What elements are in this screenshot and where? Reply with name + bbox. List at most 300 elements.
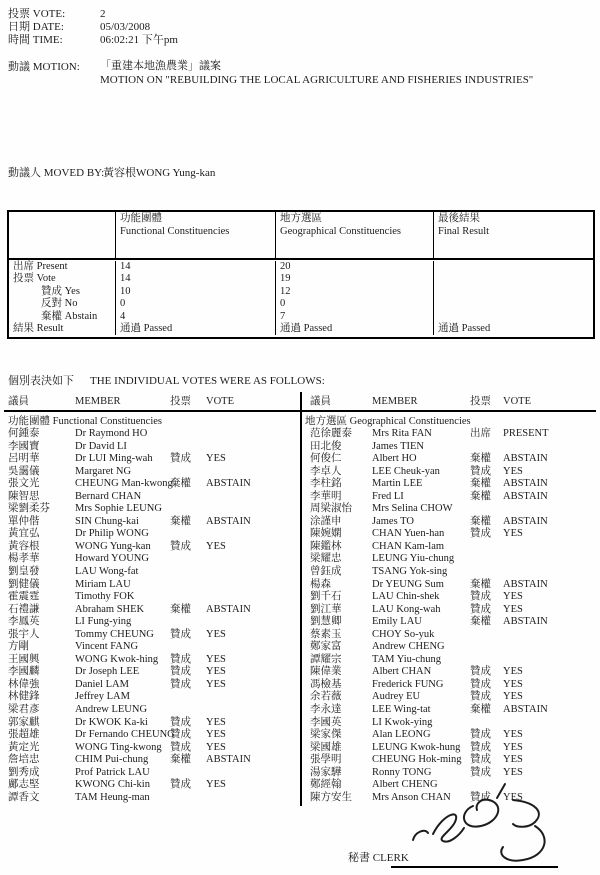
member-name-cn: 霍震霆 — [8, 591, 40, 603]
member-vote-en: YES — [503, 729, 523, 741]
member-name-en: Howard YOUNG — [75, 553, 149, 565]
member-vote-en: YES — [503, 741, 523, 753]
member-row — [310, 704, 595, 717]
member-name-cn: 何鍾泰 — [8, 428, 40, 439]
individual-heading-cn: 個別表決如下 — [8, 375, 74, 387]
member-name-cn: 譚香文 — [8, 791, 40, 803]
member-vote-cn — [170, 641, 206, 654]
member-vote-cn — [170, 792, 206, 805]
member-name-en: Frederick FUNG — [372, 678, 444, 690]
member-vote-en: YES — [206, 741, 226, 753]
member-row — [8, 566, 298, 579]
member-vote-cn — [170, 553, 206, 566]
member-name-cn: 梁劉柔芬 — [8, 503, 50, 515]
individual-heading-en: THE INDIVIDUAL VOTES WERE AS FOLLOWS: — [90, 375, 325, 387]
member-name-cn: 郭家麒 — [8, 716, 40, 728]
member-name-cn: 李華明 — [310, 490, 342, 502]
summary-row — [9, 261, 593, 273]
member-name-en: Dr David LI — [75, 440, 127, 452]
member-vote-cn — [470, 629, 503, 642]
member-vote-en: ABSTAIN — [503, 704, 548, 716]
vote-col-en-label: VOTE — [206, 396, 234, 407]
member-vote-en: YES — [206, 716, 226, 728]
member-row — [8, 491, 298, 504]
member-name-cn: 詹培忠 — [8, 754, 40, 766]
member-vote-en: YES — [206, 653, 226, 665]
member-name-en: Mrs Sophie LEUNG — [75, 503, 162, 515]
member-row — [310, 441, 595, 454]
member-vote-en — [206, 503, 298, 516]
member-vote-cn: 贊成 — [470, 603, 491, 615]
summary-gc-value: 7 — [275, 311, 433, 323]
member-name-cn: 黃容根 — [8, 540, 40, 552]
member-vote-en — [503, 566, 595, 579]
member-name-en: Fred LI — [372, 490, 404, 502]
member-name-cn: 李國麟 — [8, 666, 40, 678]
member-vote-en: YES — [206, 729, 226, 741]
member-row — [8, 779, 298, 792]
member-vote-en — [206, 767, 298, 780]
summary-final-value — [433, 311, 593, 323]
date-label: 日期 DATE: — [8, 21, 64, 33]
member-vote-cn — [470, 566, 503, 579]
member-name-cn: 梁國雄 — [310, 741, 342, 753]
member-name-en: Bernard CHAN — [75, 490, 142, 502]
member-vote-cn: 贊成 — [470, 465, 491, 477]
member-vote-cn: 贊成 — [170, 678, 191, 690]
section-header-functional — [8, 413, 162, 428]
member-row — [310, 754, 595, 767]
member-row — [8, 553, 298, 566]
member-name-en: Jeffrey LAM — [75, 691, 130, 703]
member-vote-en — [206, 491, 298, 504]
member-name-en: Albert CHAN — [372, 666, 432, 678]
member-name-cn: 涂謹申 — [310, 515, 342, 527]
member-vote-en — [206, 704, 298, 717]
member-name-cn: 陳鑑林 — [310, 540, 342, 552]
member-vote-en: ABSTAIN — [206, 515, 251, 527]
member-vote-en: ABSTAIN — [206, 478, 251, 490]
member-vote-en: ABSTAIN — [503, 616, 548, 628]
member-name-cn: 劉江華 — [310, 603, 342, 615]
member-name-cn: 鄭經翰 — [310, 779, 342, 791]
member-name-en: TSANG Yok-sing — [372, 566, 448, 578]
member-name-en: Dr Raymond HO — [75, 428, 148, 439]
member-name-en: TAM Heung-man — [75, 791, 150, 803]
summary-row — [9, 323, 593, 335]
member-row — [8, 453, 298, 466]
vote-col-cn-label: 投票 — [470, 396, 491, 407]
member-name-en: CHAN Yuen-han — [372, 528, 445, 540]
member-name-cn: 梁家傑 — [310, 729, 342, 741]
member-vote-en: YES — [503, 666, 523, 678]
member-vote-cn: 棄權 — [470, 616, 491, 628]
member-vote-cn — [170, 767, 206, 780]
member-vote-en: YES — [503, 603, 523, 615]
member-name-cn: 楊孝華 — [8, 553, 40, 565]
member-vote-cn — [470, 654, 503, 667]
fc-member-list — [8, 428, 298, 804]
member-vote-cn — [170, 466, 206, 479]
member-col-en-label: MEMBER — [372, 396, 418, 407]
member-name-cn: 陳智思 — [8, 490, 40, 502]
member-vote-en: YES — [206, 453, 226, 465]
member-table-header-left — [8, 396, 298, 409]
summary-row — [9, 273, 593, 285]
member-vote-cn — [170, 616, 206, 629]
summary-row-label: 出席 Present — [13, 261, 68, 272]
member-row — [8, 591, 298, 604]
member-name-en: LI Kwok-ying — [372, 716, 433, 728]
member-name-en: LAU Kong-wah — [372, 603, 441, 615]
member-name-en: Albert CHENG — [372, 779, 438, 791]
member-name-cn: 劉千石 — [310, 591, 342, 603]
member-name-en: Alan LEONG — [372, 729, 431, 741]
member-row — [310, 679, 595, 692]
member-name-en: WONG Ting-kwong — [75, 741, 162, 753]
member-name-en: KWONG Chi-kin — [75, 779, 150, 791]
summary-col-header-blank — [9, 212, 115, 258]
member-vote-cn: 贊成 — [170, 628, 191, 640]
member-name-en: Abraham SHEK — [75, 603, 145, 615]
member-vote-en — [206, 553, 298, 566]
motion-label: 動議 MOTION: — [8, 61, 80, 73]
summary-final-value — [433, 286, 593, 298]
vote-label: 投票 VOTE: — [8, 8, 66, 20]
member-row — [8, 616, 298, 629]
member-name-cn: 鄭家富 — [310, 641, 342, 653]
summary-col-header-functional-en: Functional Constituencies — [120, 225, 230, 237]
member-name-en: Miriam LAU — [75, 578, 131, 590]
member-vote-en: YES — [503, 754, 523, 766]
member-name-cn: 劉健儀 — [8, 578, 40, 590]
member-name-en: Dr LUI Ming-wah — [75, 453, 153, 465]
member-name-cn: 譚耀宗 — [310, 653, 342, 665]
member-vote-en: YES — [503, 766, 523, 778]
member-name-en: Dr Fernando CHEUNG — [75, 729, 175, 741]
member-name-cn: 陳婉嫻 — [310, 528, 342, 540]
member-row — [8, 792, 298, 805]
member-vote-cn — [170, 441, 206, 454]
member-vote-cn: 贊成 — [470, 754, 491, 766]
member-vote-en: ABSTAIN — [503, 578, 548, 590]
member-row — [310, 503, 595, 516]
member-row — [8, 528, 298, 541]
member-vote-en — [503, 717, 595, 730]
member-name-en: Tommy CHEUNG — [75, 628, 154, 640]
gc-member-list — [310, 428, 595, 804]
member-vote-en: ABSTAIN — [206, 754, 251, 766]
section-header-geographical — [305, 413, 471, 428]
member-name-cn: 梁耀忠 — [310, 553, 342, 565]
member-name-cn: 李卓人 — [310, 465, 342, 477]
member-row — [310, 691, 595, 704]
member-row — [310, 604, 595, 617]
member-name-cn: 吳靄儀 — [8, 465, 40, 477]
member-name-en: CHAN Kam-lam — [372, 540, 445, 552]
member-vote-en: YES — [503, 791, 523, 803]
member-vote-cn: 棄權 — [170, 515, 191, 527]
member-vote-cn: 棄權 — [470, 578, 491, 590]
member-row — [310, 566, 595, 579]
summary-col-header-geographical-cn: 地方選區 — [280, 213, 322, 224]
member-vote-cn: 贊成 — [170, 716, 191, 728]
member-vote-en: ABSTAIN — [503, 453, 548, 465]
member-row — [8, 754, 298, 767]
member-name-cn: 陳方安生 — [310, 791, 352, 803]
member-name-cn: 劉秀成 — [8, 766, 40, 778]
member-name-cn: 范徐麗泰 — [310, 428, 352, 439]
time-value: 06:02:21 下午pm — [100, 34, 178, 46]
member-name-cn: 石禮謙 — [8, 603, 40, 615]
member-row — [8, 428, 298, 441]
member-name-en: Dr KWOK Ka-ki — [75, 716, 148, 728]
member-name-en: CHEUNG Hok-ming — [372, 754, 462, 766]
member-vote-en: ABSTAIN — [503, 515, 548, 527]
member-vote-cn: 棄權 — [470, 478, 491, 490]
summary-gc-value: 20 — [275, 261, 433, 273]
summary-fc-value: 0 — [115, 298, 275, 310]
member-name-en: James TO — [372, 515, 414, 527]
member-vote-cn: 贊成 — [470, 666, 491, 678]
member-vote-en — [206, 566, 298, 579]
member-vote-en — [206, 691, 298, 704]
member-name-en: Martin LEE — [372, 478, 423, 490]
member-vote-cn: 棄權 — [470, 453, 491, 465]
member-vote-cn: 棄權 — [170, 603, 191, 615]
summary-fc-value: 14 — [115, 273, 275, 285]
member-row — [8, 679, 298, 692]
member-vote-cn — [470, 503, 503, 516]
member-vote-en: YES — [503, 591, 523, 603]
member-row — [310, 541, 595, 554]
summary-gc-value: 通過 Passed — [275, 323, 433, 335]
member-name-en: Emily LAU — [372, 616, 422, 628]
member-name-en: LEUNG Yiu-chung — [372, 553, 455, 565]
summary-col-header-functional — [115, 212, 275, 258]
member-name-en: LEE Wing-tat — [372, 704, 431, 716]
member-col-cn-label: 議員 — [310, 396, 331, 407]
member-name-cn: 方剛 — [8, 641, 29, 653]
member-name-cn: 林健鋒 — [8, 691, 40, 703]
member-name-cn: 李鳳英 — [8, 616, 40, 628]
member-row — [310, 466, 595, 479]
member-name-en: Andrew CHENG — [372, 641, 445, 653]
member-row — [310, 591, 595, 604]
member-name-en: Dr YEUNG Sum — [372, 578, 444, 590]
member-name-en: Dr Philip WONG — [75, 528, 149, 540]
summary-col-header-functional-cn: 功能團體 — [120, 213, 162, 224]
section-header-geographical-cn: 地方選區 — [305, 416, 347, 427]
summary-row-label: 反對 No — [41, 298, 78, 310]
summary-table-body — [9, 260, 593, 337]
member-name-cn: 黃宜弘 — [8, 528, 40, 540]
summary-table-header — [9, 212, 593, 260]
member-name-en: Timothy FOK — [75, 591, 135, 603]
member-vote-en: ABSTAIN — [503, 478, 548, 490]
member-vote-cn: 棄權 — [470, 490, 491, 502]
member-name-en: Albert HO — [372, 453, 417, 465]
member-name-cn: 楊森 — [310, 578, 331, 590]
member-table-header-right — [310, 396, 595, 409]
date-value: 05/03/2008 — [100, 21, 151, 33]
member-name-en: Daniel LAM — [75, 678, 129, 690]
member-vote-en — [503, 641, 595, 654]
moved-by-label: 動議人 MOVED BY: — [8, 167, 105, 179]
summary-col-header-final-cn: 最後結果 — [438, 213, 480, 224]
member-vote-cn: 贊成 — [170, 653, 191, 665]
summary-fc-value: 4 — [115, 311, 275, 323]
member-row — [8, 604, 298, 617]
member-vote-en: ABSTAIN — [206, 603, 251, 615]
member-vote-cn: 贊成 — [470, 691, 491, 703]
member-vote-cn — [470, 541, 503, 554]
member-row — [8, 654, 298, 667]
member-name-cn: 呂明華 — [8, 453, 40, 465]
member-vote-cn: 贊成 — [470, 741, 491, 753]
member-row — [8, 641, 298, 654]
member-vote-en: YES — [206, 540, 226, 552]
member-vote-en — [503, 629, 595, 642]
member-vote-en — [206, 428, 298, 441]
member-row — [8, 516, 298, 529]
member-name-cn: 李國寶 — [8, 440, 40, 452]
member-vote-en — [206, 466, 298, 479]
summary-row-label: 贊成 Yes — [41, 285, 80, 297]
member-vote-cn: 贊成 — [470, 591, 491, 603]
member-vote-cn: 贊成 — [470, 766, 491, 778]
member-vote-en: ABSTAIN — [503, 490, 548, 502]
member-col-en-label: MEMBER — [75, 396, 121, 407]
summary-col-header-geographical-en: Geographical Constituencies — [280, 225, 402, 237]
member-vote-cn: 贊成 — [170, 779, 191, 791]
member-name-cn: 李永達 — [310, 704, 342, 716]
member-vote-cn — [170, 704, 206, 717]
member-row — [310, 654, 595, 667]
member-row — [8, 478, 298, 491]
member-row — [8, 704, 298, 717]
member-row — [310, 553, 595, 566]
member-row — [310, 616, 595, 629]
vote-col-en-label: VOTE — [503, 396, 531, 407]
member-name-en: CHEUNG Man-kwong — [75, 478, 173, 490]
member-col-cn-label: 議員 — [8, 396, 29, 407]
member-row — [8, 666, 298, 679]
member-name-cn: 李國英 — [310, 716, 342, 728]
member-vote-cn: 出席 — [470, 428, 491, 439]
summary-gc-value: 12 — [275, 286, 433, 298]
member-name-en: SIN Chung-kai — [75, 515, 139, 527]
member-name-en: TAM Yiu-chung — [372, 653, 442, 665]
member-vote-en: YES — [206, 628, 226, 640]
time-label: 時間 TIME: — [8, 34, 63, 46]
member-vote-cn: 贊成 — [170, 453, 191, 465]
summary-row-label: 棄權 Abstain — [41, 310, 98, 322]
member-vote-cn: 贊成 — [470, 791, 491, 803]
member-row — [310, 453, 595, 466]
member-row — [310, 666, 595, 679]
summary-table — [7, 210, 595, 339]
member-vote-cn: 贊成 — [170, 729, 191, 741]
member-name-en: Mrs Anson CHAN — [372, 791, 451, 803]
member-row — [310, 641, 595, 654]
member-name-cn: 黃定光 — [8, 741, 40, 753]
member-name-cn: 陳偉業 — [310, 666, 342, 678]
member-row — [8, 729, 298, 742]
member-name-cn: 鄺志堅 — [8, 779, 40, 791]
member-row — [8, 503, 298, 516]
member-vote-en: YES — [206, 666, 226, 678]
summary-col-header-final-en: Final Result — [438, 225, 490, 237]
member-vote-cn — [170, 579, 206, 592]
member-vote-cn: 贊成 — [170, 666, 191, 678]
member-vote-cn: 棄權 — [470, 704, 491, 716]
member-name-en: LEUNG Kwok-hung — [372, 741, 461, 753]
member-vote-en — [206, 528, 298, 541]
member-name-cn: 劉皇發 — [8, 566, 40, 578]
member-vote-cn — [470, 641, 503, 654]
member-row — [8, 742, 298, 755]
member-vote-en — [206, 591, 298, 604]
member-name-cn: 田北俊 — [310, 440, 342, 452]
member-name-en: Andrew LEUNG — [75, 704, 148, 716]
summary-fc-value: 14 — [115, 261, 275, 273]
member-name-cn: 林偉強 — [8, 678, 40, 690]
member-name-cn: 張文光 — [8, 478, 40, 490]
member-vote-cn — [470, 441, 503, 454]
member-vote-cn — [470, 717, 503, 730]
summary-row-label: 投票 Vote — [13, 273, 56, 285]
member-vote-cn — [170, 566, 206, 579]
column-divider — [300, 392, 302, 806]
member-vote-cn: 贊成 — [470, 528, 491, 540]
member-name-en: WONG Yung-kan — [75, 540, 151, 552]
member-name-en: Ronny TONG — [372, 766, 432, 778]
member-name-cn: 單仲偕 — [8, 515, 40, 527]
member-row — [310, 491, 595, 504]
clerk-label: 秘書 CLERK — [348, 852, 409, 864]
member-name-cn: 張超雄 — [8, 729, 40, 741]
member-vote-cn: 贊成 — [470, 729, 491, 741]
section-header-functional-en: Functional Constituencies — [52, 416, 162, 427]
member-name-en: LEE Cheuk-yan — [372, 465, 440, 477]
member-vote-cn — [170, 428, 206, 441]
member-vote-en — [503, 654, 595, 667]
member-name-en: LI Fung-ying — [75, 616, 132, 628]
member-vote-en — [503, 441, 595, 454]
member-name-en: LAU Wong-fat — [75, 566, 139, 578]
member-vote-en — [206, 441, 298, 454]
member-vote-cn — [170, 528, 206, 541]
member-name-cn: 余若薇 — [310, 691, 342, 703]
vote-col-cn-label: 投票 — [170, 396, 191, 407]
member-name-en: Margaret NG — [75, 465, 132, 477]
member-vote-en: YES — [503, 678, 523, 690]
member-vote-en — [206, 579, 298, 592]
member-name-cn: 周梁淑怡 — [310, 503, 352, 515]
summary-row — [9, 286, 593, 298]
member-name-cn: 張宇人 — [8, 628, 40, 640]
member-row — [8, 466, 298, 479]
member-name-cn: 何俊仁 — [310, 453, 342, 465]
member-row — [8, 441, 298, 454]
summary-row — [9, 311, 593, 323]
member-row — [310, 629, 595, 642]
member-name-cn: 蔡素玉 — [310, 628, 342, 640]
member-vote-en: YES — [503, 465, 523, 477]
section-header-functional-cn: 功能團體 — [8, 416, 50, 427]
summary-final-value — [433, 261, 593, 273]
